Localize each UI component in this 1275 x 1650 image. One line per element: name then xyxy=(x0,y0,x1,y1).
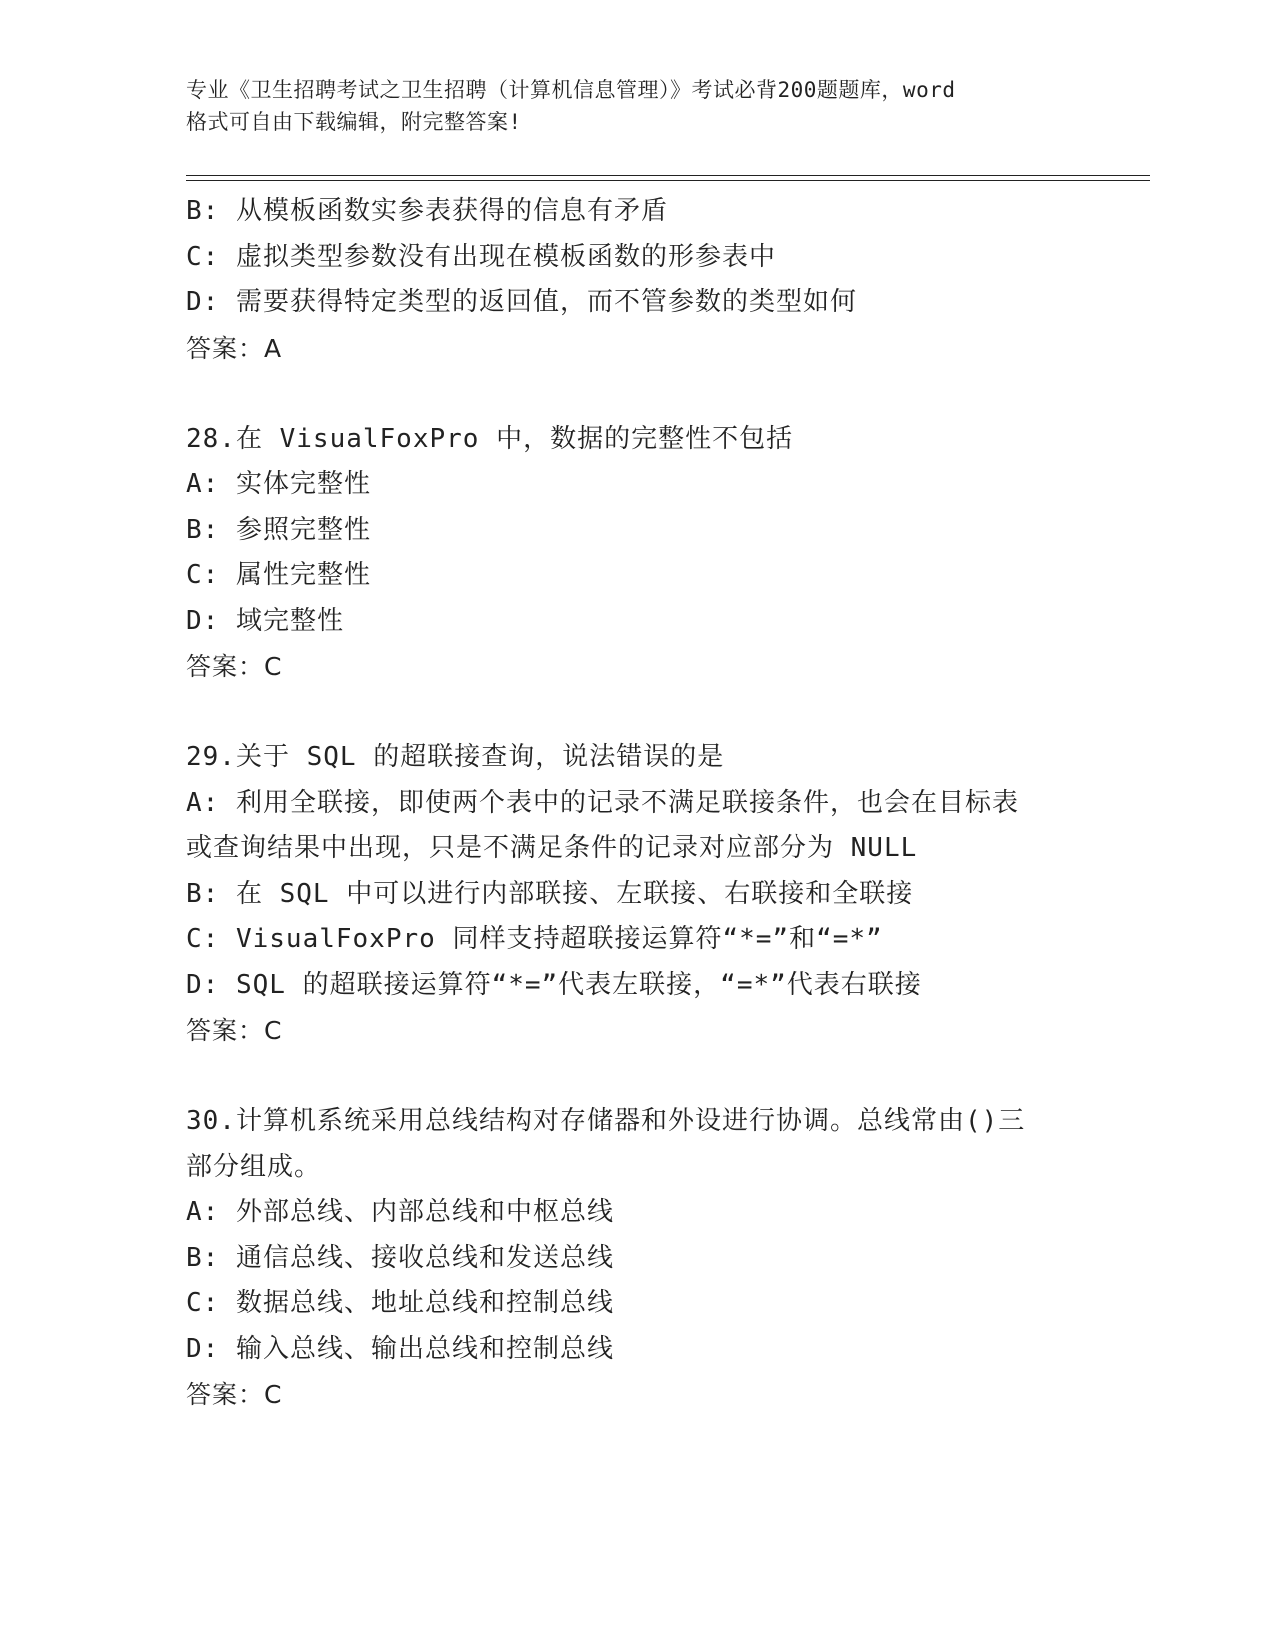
option-b: B: 参照完整性 xyxy=(186,514,371,545)
option-d: D: 输入总线、输出总线和控制总线 xyxy=(186,1333,614,1364)
question-text-line-1: 30.计算机系统采用总线结构对存储器和外设进行协调。总线常由()三 xyxy=(186,1106,1026,1136)
option-d: D: 需要获得特定类型的返回值，而不管参数的类型如何 xyxy=(186,287,857,317)
option-d: D: 域完整性 xyxy=(186,605,344,636)
question-text-line-2: 部分组成。 xyxy=(186,1151,322,1182)
question-list xyxy=(186,189,1126,1418)
spacer xyxy=(186,1054,1126,1100)
option-a-line-1: A: 利用全联接，即使两个表中的记录不满足联接条件，也会在目标表 xyxy=(186,787,1019,818)
option-c: C: 数据总线、地址总线和控制总线 xyxy=(186,1288,614,1318)
option-c: C: 属性完整性 xyxy=(186,560,371,590)
option-b: B: 从模板函数实参表获得的信息有矛盾 xyxy=(186,196,668,226)
option-d: D: SQL 的超联接运算符“*=”代表左联接，“=*”代表右联接 xyxy=(186,969,922,1000)
answer: 答案：C xyxy=(186,1016,283,1045)
question-text: 28.在 VisualFoxPro 中，数据的完整性不包括 xyxy=(186,423,794,454)
answer: 答案：A xyxy=(186,333,283,363)
spacer xyxy=(186,371,1126,417)
header-title-line-2: 格式可自由下载编辑，附完整答案! xyxy=(186,110,522,134)
header-title-line-1: 专业《卫生招聘考试之卫生招聘（计算机信息管理）》考试必背200题题库，word xyxy=(186,78,956,102)
option-a-line-2: 或查询结果中出现，只是不满足条件的记录对应部分为 NULL xyxy=(186,833,918,863)
option-b: B: 在 SQL 中可以进行内部联接、左联接、右联接和全联接 xyxy=(186,878,914,909)
header-divider-bottom xyxy=(186,180,1150,181)
question-27-tail xyxy=(186,189,1126,371)
question-30 xyxy=(186,1099,1126,1418)
spacer xyxy=(186,690,1126,736)
answer: 答案：C xyxy=(186,1380,283,1409)
option-c: C: 虚拟类型参数没有出现在模板函数的形参表中 xyxy=(186,241,776,272)
document-header xyxy=(186,74,1106,138)
option-a: A: 外部总线、内部总线和中枢总线 xyxy=(186,1197,614,1227)
question-text: 29.关于 SQL 的超联接查询，说法错误的是 xyxy=(186,742,725,772)
option-a: A: 实体完整性 xyxy=(186,469,371,499)
answer: 答案：C xyxy=(186,652,283,681)
option-b: B: 通信总线、接收总线和发送总线 xyxy=(186,1242,614,1273)
option-c: C: VisualFoxPro 同样支持超联接运算符“*=”和“=*” xyxy=(186,924,883,954)
header-divider-top xyxy=(186,175,1150,176)
question-29 xyxy=(186,735,1126,1054)
question-28 xyxy=(186,417,1126,690)
